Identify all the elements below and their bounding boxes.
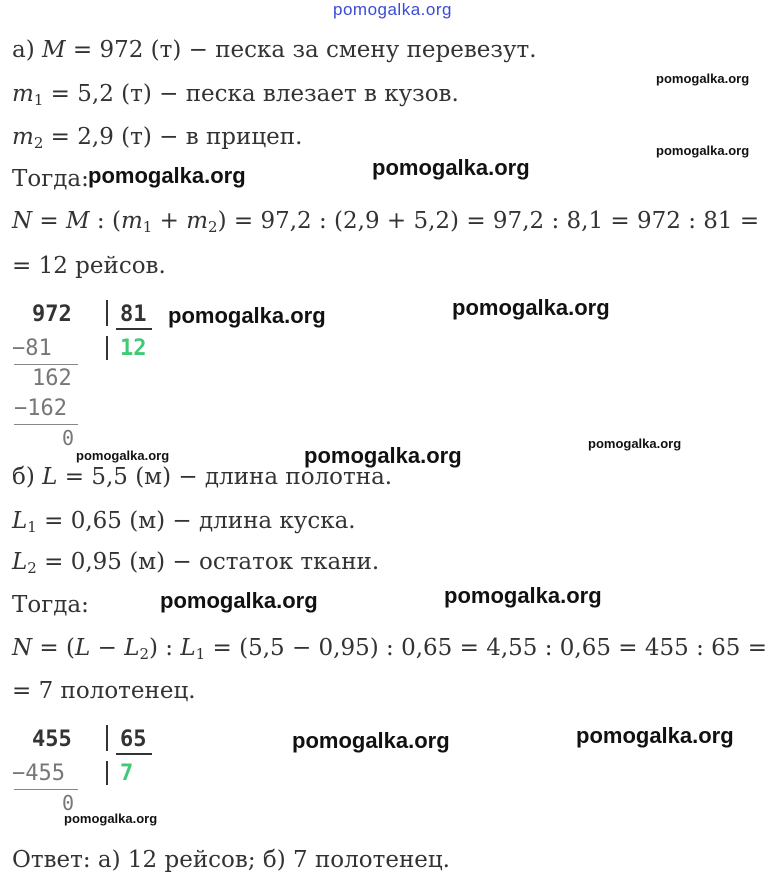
div-b-remainder1: 0: [62, 791, 75, 815]
div-a-divisor-line: [116, 328, 152, 330]
watermark: pomogalka.org: [656, 71, 750, 86]
part-b-L1-line: $L_1 = 0,65$ (м) − длина куска.: [12, 508, 356, 536]
div-a-line1: [14, 364, 78, 365]
div-b-step1: −455: [12, 761, 65, 786]
watermark: pomogalka.org: [588, 436, 682, 451]
watermark: pomogalka.org: [88, 163, 246, 188]
part-a-then: Тогда:: [12, 166, 89, 192]
part-b-L2-def: = 0,95 (м) − остаток ткани.: [44, 549, 380, 575]
watermark: pomogalka.org: [444, 583, 602, 608]
div-b-quotient: 7: [120, 761, 134, 786]
part-b-L-line: б) L = 5,5 (м) − длина полотна.: [12, 464, 393, 490]
part-a-m1-def: = 5,2 (т) − песка влезает в кузов.: [50, 81, 459, 107]
part-b-formula-line: $N = (L - L_2)$ : $L_1 = (5,5 - 0,95)$ : 0,65 = 4,55 : 0,65 = 455 : 65 =: [12, 635, 768, 663]
part-b-result: = 7 полотенец.: [12, 678, 196, 704]
part-b-L2-line: $L_2 = 0,95$ (м) − остаток ткани.: [12, 549, 380, 577]
div-b-bar-top: [106, 725, 108, 751]
watermark: pomogalka.org: [452, 295, 610, 320]
div-b-divisor: 65: [120, 727, 147, 752]
part-a-result: = 12 рейсов.: [12, 253, 166, 279]
part-a-M-def: = 972 (т) − песка за смену перевезут.: [72, 37, 537, 63]
part-b-label: б): [12, 464, 35, 490]
div-a-step1: −81: [12, 336, 52, 361]
watermark: pomogalka.org: [64, 811, 158, 826]
div-a-step2: −162: [14, 396, 67, 421]
div-a-line2: [14, 424, 78, 425]
div-b-line1: [14, 789, 78, 790]
part-b-L-def: = 5,5 (м) − длина полотна.: [64, 464, 393, 490]
watermark: pomogalka.org: [656, 143, 750, 158]
part-a-m1-line: $m_1 = 5,2$ (т) − песка влезает в кузов.: [12, 81, 459, 109]
part-b-then: Тогда:: [12, 592, 89, 618]
watermark: pomogalka.org: [372, 155, 530, 180]
part-a-m2-line: $m_2 = 2,9$ (т) − в прицеп.: [12, 124, 303, 152]
div-b-dividend: 455: [32, 727, 72, 752]
part-a-formula: = 97,2 : (2,9 + 5,2) = 97,2 : 8,1 = 972 : 81 =: [233, 208, 760, 234]
div-a-remainder1: 162: [32, 366, 72, 391]
watermark: pomogalka.org: [168, 303, 326, 328]
part-a-m2-def: = 2,9 (т) − в прицеп.: [50, 124, 303, 150]
div-a-bar-top: [106, 300, 108, 326]
part-a-label: а): [12, 37, 35, 63]
watermark: pomogalka.org: [304, 443, 462, 468]
div-b-divisor-line: [116, 753, 152, 755]
div-b-bar-bottom: [106, 761, 108, 785]
part-a-formula-line: N = M : $(m_1 + m_2) = 97,2$ : (2,9 + 5,2) = 97,2 : 8,1 = 972 : 81 =: [12, 208, 760, 236]
part-b-L1-def: = 0,65 (м) − длина куска.: [44, 508, 356, 534]
div-a-bar-bottom: [106, 336, 108, 360]
watermark: pomogalka.org: [76, 448, 170, 463]
watermark: pomogalka.org: [160, 588, 318, 613]
div-a-remainder2: 0: [62, 426, 75, 450]
watermark: pomogalka.org: [576, 723, 734, 748]
part-a-M-line: а) M = 972 (т) − песка за смену перевезут.: [12, 37, 537, 63]
watermark-top: pomogalka.org: [333, 0, 452, 19]
div-a-quotient: 12: [120, 336, 147, 361]
div-a-dividend: 972: [32, 302, 72, 327]
part-b-formula: = (5,5 − 0,95) : 0,65 = 4,55 : 0,65 = 455 : 65 =: [212, 635, 768, 661]
answer-line: Ответ: а) 12 рейсов; б) 7 полотенец.: [12, 847, 450, 873]
watermark: pomogalka.org: [292, 728, 450, 753]
div-a-divisor: 81: [120, 302, 147, 327]
